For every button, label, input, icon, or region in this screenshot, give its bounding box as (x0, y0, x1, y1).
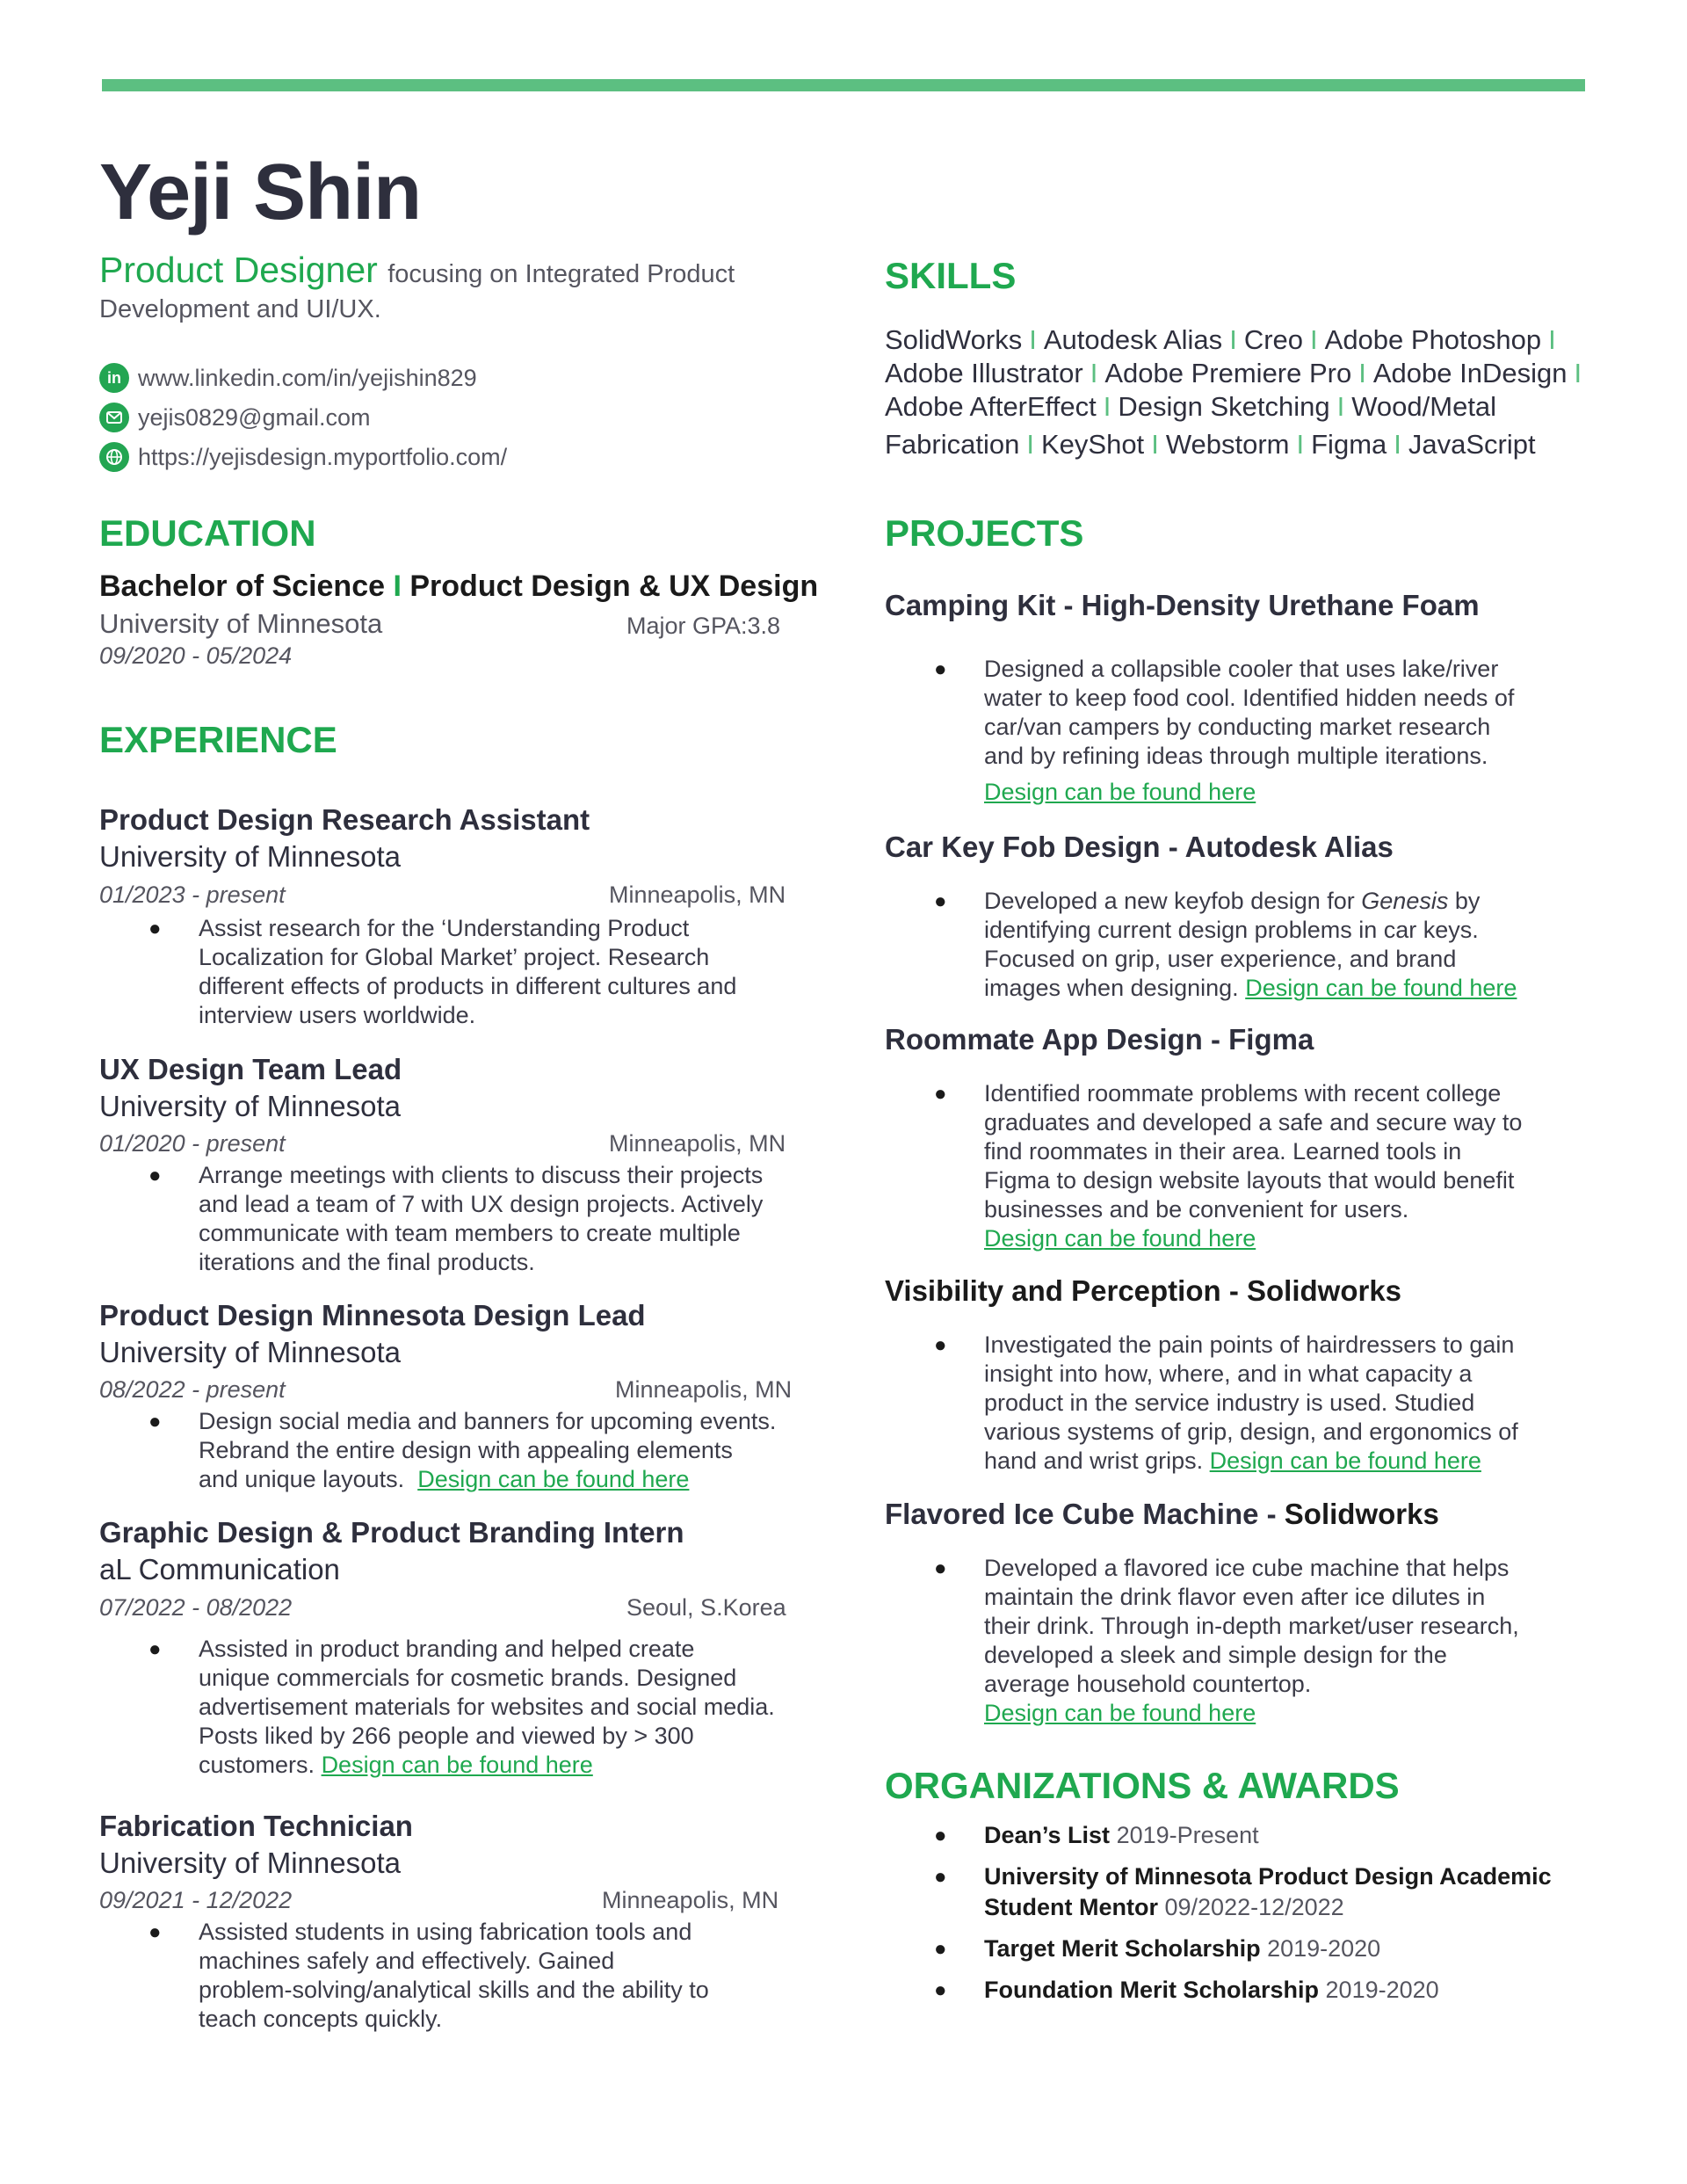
line: Developed a new keyfob design for Genesis by (984, 888, 1481, 914)
job-description (148, 1635, 775, 1780)
contact-email[interactable] (99, 403, 371, 432)
line: interview users worldwide. (199, 1002, 476, 1028)
project-title: Car Key Fob Design - Autodesk Alias (885, 831, 1394, 863)
design-link[interactable]: Design can be found here (984, 1225, 1256, 1252)
line: images when designing. (984, 975, 1239, 1001)
line: car/van campers by conducting market research (984, 714, 1491, 740)
skills-line: Adobe AfterEffect I Design Sketching I Wood/Metal (885, 391, 1497, 422)
bullet-icon: ● (934, 1333, 947, 1357)
skills-line: Fabrication I KeyShot I Webstorm I Figma I JavaScript (885, 429, 1536, 460)
line: Assisted in product branding and helped create (199, 1636, 695, 1662)
bullet-icon: ● (148, 1164, 162, 1187)
contact-website[interactable] (99, 442, 507, 472)
skills-list (885, 323, 1605, 461)
line: and unique layouts. (199, 1466, 405, 1492)
job-location: Minneapolis, MN (602, 1887, 779, 1913)
line: identifying current design problems in car keys. (984, 917, 1479, 943)
job-dates: 01/2023 - present (99, 882, 286, 908)
bullet-icon: ● (148, 1410, 162, 1433)
line-with-link (199, 1751, 775, 1780)
project-title: Visibility and Perception - Solidworks (885, 1274, 1402, 1307)
major: Product Design & UX Design (409, 570, 819, 603)
bullet-icon: ● (934, 1937, 947, 1961)
award-item: ● Foundation Merit Scholarship 2019-2020 (984, 1975, 1439, 2006)
experience-heading: EXPERIENCE (99, 719, 337, 760)
bullet-icon: ● (148, 917, 162, 940)
line: Identified roommate problems with recent college (984, 1080, 1502, 1107)
line: Arrange meetings with clients to discuss their projects (199, 1162, 764, 1188)
line: hand and wrist grips. (984, 1448, 1204, 1474)
gpa: Major GPA:3.8 (626, 613, 781, 639)
globe-icon (99, 442, 129, 472)
skill: Adobe Photoshop (1324, 324, 1542, 355)
line: Posts liked by 266 people and viewed by > 300 (199, 1723, 694, 1749)
project-title: Flavored Ice Cube Machine - Solidworks (885, 1498, 1439, 1530)
line: different effects of products in different cultures and (199, 973, 737, 999)
line: Designed a collapsible cooler that uses lake/river (984, 656, 1499, 682)
job-dates: 07/2022 - 08/2022 (99, 1594, 293, 1621)
job-location: Minneapolis, MN (609, 882, 786, 908)
line: their drink. Through in-depth market/user research, (984, 1613, 1519, 1639)
line-with-link (199, 1465, 776, 1494)
line: advertisement materials for websites and social media. (199, 1694, 775, 1720)
job-title: UX Design Team Lead (99, 1053, 402, 1085)
mail-icon (99, 403, 129, 432)
job-dates: 08/2022 - present (99, 1376, 286, 1403)
job-title: Graphic Design & Product Branding Intern (99, 1516, 684, 1549)
role-title: Product Designer (99, 250, 378, 290)
job-description (148, 914, 737, 1030)
line: teach concepts quickly. (199, 2006, 443, 2032)
award-item: ● Target Merit Scholarship 2019-2020 (984, 1934, 1380, 1964)
award-item: ● Dean’s List 2019-Present (984, 1820, 1259, 1851)
job-description (148, 1407, 777, 1494)
line: insight into how, where, and in what capacity a (984, 1360, 1473, 1387)
job-organization: University of Minnesota (99, 840, 401, 873)
job-dates: 01/2020 - present (99, 1130, 286, 1157)
bullet-icon: ● (934, 1082, 947, 1106)
project-title: Camping Kit - High-Density Urethane Foam (885, 589, 1480, 621)
skill: Adobe Illustrator (885, 358, 1083, 388)
line: graduates and developed a safe and secure way to (984, 1109, 1523, 1136)
line: businesses and be convenient for users. (984, 1196, 1409, 1223)
project-description (934, 887, 1517, 1003)
skills-line: SolidWorks I Autodesk Alias I Creo I Adobe Photoshop I (885, 324, 1556, 355)
education-dates: 09/2020 - 05/2024 (99, 642, 293, 669)
job-dates: 09/2021 - 12/2022 (99, 1887, 293, 1913)
degree-separator: I (393, 570, 402, 603)
contact-linkedin[interactable] (99, 363, 477, 393)
line: unique commercials for cosmetic brands. Designed (199, 1665, 737, 1691)
line-with-link (984, 974, 1517, 1003)
line: Figma to design website layouts that would benefit (984, 1167, 1515, 1194)
job-location: Minneapolis, MN (615, 1376, 793, 1403)
website-url[interactable]: https://yejisdesign.myportfolio.com/ (138, 443, 508, 470)
design-link[interactable]: Design can be found here (984, 1700, 1256, 1726)
degree-line (99, 570, 818, 604)
bullet-icon: ● (934, 1865, 947, 1889)
bullet-icon: ● (934, 1978, 947, 2002)
line: water to keep food cool. Identified hidden needs of (984, 685, 1515, 711)
line-with-link (984, 1447, 1518, 1476)
skill: JavaScript (1408, 429, 1536, 460)
project-description (934, 655, 1515, 807)
skill: Adobe AfterEffect (885, 391, 1097, 422)
linkedin-icon: in (99, 363, 129, 393)
skill: Wood/Metal (1351, 391, 1497, 422)
skills-heading: SKILLS (885, 255, 1017, 296)
project-description (934, 1331, 1518, 1476)
line: Design social media and banners for upcoming events. (199, 1408, 777, 1434)
bullet-icon: ● (934, 1556, 947, 1580)
line: various systems of grip, design, and ergonomics of (984, 1419, 1518, 1445)
skill: Adobe Premiere Pro (1104, 358, 1352, 388)
header-accent-bar (102, 79, 1585, 91)
design-link[interactable]: Design can be found here (984, 779, 1256, 805)
line: product in the service industry is used. Studied (984, 1389, 1475, 1416)
linkedin-url[interactable]: www.linkedin.com/in/yejishin829 (138, 364, 477, 391)
line: Focused on grip, user experience, and brand (984, 946, 1457, 972)
line: Rebrand the entire design with appealing elements (199, 1437, 733, 1463)
degree: Bachelor of Science (99, 570, 386, 603)
projects-heading: PROJECTS (885, 512, 1084, 554)
line: communicate with team members to create multiple (199, 1220, 741, 1246)
bullet-icon: ● (148, 1637, 162, 1661)
education-heading: EDUCATION (99, 512, 316, 554)
line: find roommates in their area. Learned tools in (984, 1138, 1462, 1165)
line: iterations and the final products. (199, 1249, 535, 1275)
tagline-part-2: Development and UI/UX. (99, 295, 381, 323)
line: developed a sleek and simple design for the (984, 1642, 1447, 1668)
bullet-icon: ● (934, 657, 947, 681)
email-address[interactable]: yejis0829@gmail.com (138, 403, 371, 431)
skill: Design Sketching (1118, 391, 1330, 422)
line: customers. (199, 1752, 315, 1778)
job-description (148, 1918, 709, 2034)
bullet-icon: ● (148, 1920, 162, 1944)
line: problem-solving/analytical skills and the ability to (199, 1977, 709, 2003)
tagline-part-1: focusing on Integrated Product (387, 260, 735, 288)
line: maintain the drink flavor even after ice dilutes in (984, 1584, 1486, 1610)
line: machines safely and effectively. Gained (199, 1948, 615, 1974)
bullet-icon: ● (934, 889, 947, 913)
line: Localization for Global Market’ project. Research (199, 944, 710, 970)
project-description (934, 1079, 1523, 1253)
design-link[interactable]: Design can be found here (321, 1752, 593, 1778)
line: average household countertop. (984, 1671, 1312, 1697)
line: Developed a flavored ice cube machine that helps (984, 1555, 1510, 1581)
job-location: Minneapolis, MN (609, 1130, 786, 1157)
job-title: Product Design Research Assistant (99, 803, 590, 836)
skill: Webstorm (1165, 429, 1290, 460)
skill: KeyShot (1040, 429, 1145, 460)
job-organization: aL Communication (99, 1553, 340, 1585)
skill: Creo (1243, 324, 1304, 355)
design-link[interactable]: Design can be found here (417, 1466, 690, 1492)
candidate-name: Yeji Shin (99, 149, 422, 236)
job-organization: University of Minnesota (99, 1090, 401, 1122)
award-item: ● University of Minnesota Product Design Academic Student Mentor 09/2022-12/2022 (934, 1863, 1552, 1920)
design-link[interactable]: Design can be found here (1209, 1448, 1481, 1474)
job-organization: University of Minnesota (99, 1847, 401, 1879)
line: Investigated the pain points of hairdressers to gain (984, 1331, 1515, 1358)
awards-heading: ORGANIZATIONS & AWARDS (885, 1765, 1400, 1806)
line: Assisted students in using fabrication tools and (199, 1919, 692, 1945)
job-location: Seoul, S.Korea (626, 1594, 786, 1621)
line: and by refining ideas through multiple iterations. (984, 743, 1488, 769)
job-title: Product Design Minnesota Design Lead (99, 1299, 646, 1331)
school-name: University of Minnesota (99, 608, 383, 639)
line: Assist research for the ‘Understanding Product (199, 915, 690, 941)
skill: Adobe InDesign (1372, 358, 1568, 388)
job-title: Fabrication Technician (99, 1810, 413, 1842)
design-link[interactable]: Design can be found here (1245, 975, 1517, 1001)
job-organization: University of Minnesota (99, 1336, 401, 1368)
bullet-icon: ● (934, 1824, 947, 1847)
job-description (148, 1161, 764, 1277)
brand-name: Genesis (1361, 888, 1449, 914)
line: and lead a team of 7 with UX design projects. Actively (199, 1191, 764, 1217)
skill: Autodesk Alias (1043, 324, 1223, 355)
project-title: Roommate App Design - Figma (885, 1023, 1314, 1056)
skill: Fabrication (885, 429, 1020, 460)
skill: Figma (1311, 429, 1387, 460)
project-description (934, 1554, 1519, 1728)
skills-line: Adobe Illustrator I Adobe Premiere Pro I Adobe InDesign I (885, 358, 1582, 388)
role-line (99, 250, 735, 291)
skill: SolidWorks (885, 324, 1023, 355)
